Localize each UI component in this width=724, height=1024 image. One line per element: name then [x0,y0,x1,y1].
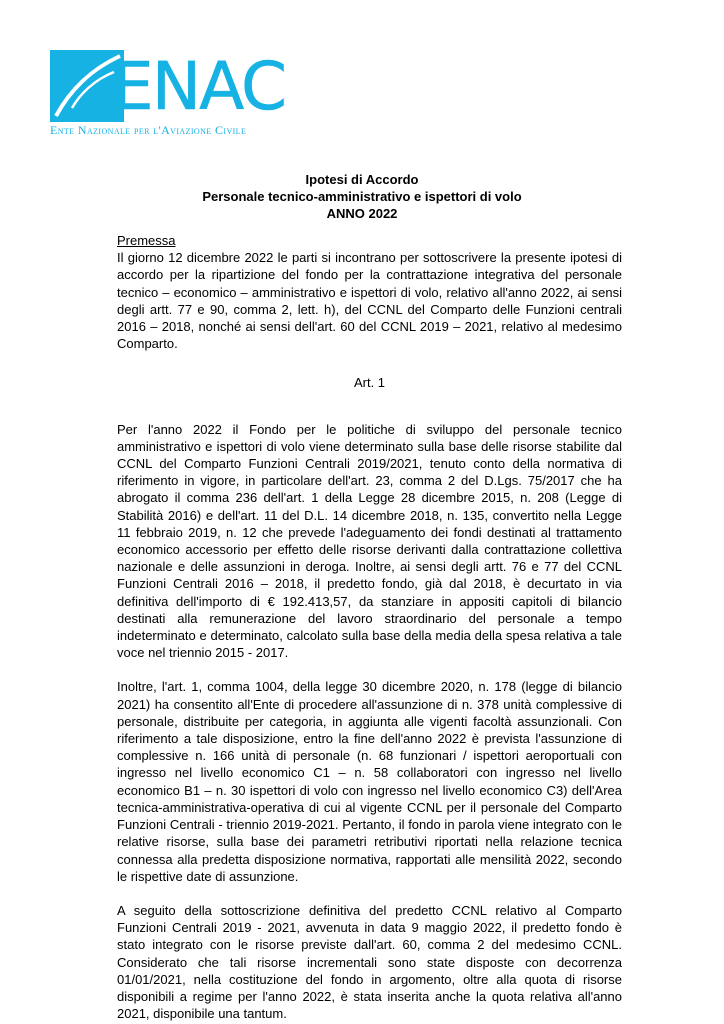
title-line-2: Personale tecnico-amministrativo e ispettori di volo [202,189,522,204]
enac-logo [50,48,286,140]
title-line-3: ANNO 2022 [326,206,398,221]
title-line-1: Ipotesi di Accordo [305,172,419,187]
document-body [117,232,622,1022]
paragraph-1: Per l'anno 2022 il Fondo per le politiche di sviluppo del personale tecnico amministrativo e ispettori di volo viene determinato sulla base delle risorse stabilite dal CCNL del Comparto Funzioni Centrali 2019/2021, tenuto conto della normativa di riferimento in vigore, in particolare dell'art. 23, comma 2 del D.Lgs. 75/2017 che ha abrogato il comma 236 dell'art. 1 della Legge 28 dicembre 2015, n. 208 (Legge di Stabilità 2016) e dell'art. 11 del D.L. 14 dicembre 2018, n. 135, convertito nella Legge 11 febbraio 2019, n. 12 che prevede l'adeguamento dei fondi destinati al trattamento economico accessorio per effetto delle risorse derivanti dalla contrattazione collettiva nazionale e delle assunzioni in deroga. Inoltre, ai sensi degli artt. 76 e 77 del CCNL Funzioni Centrali 2016 – 2018, il predetto fondo, già dal 2018, è decurtato in via definitiva dell'importo di € 192.413,57, da stanziare in appositi capitoli di bilancio destinati alla remunerazione del lavoro straordinario del personale a tempo indeterminato e determinato, calcolato sulla base della media della spesa relativa a tale voce nel triennio 2015 - 2017. [117,421,622,661]
premessa-text: Il giorno 12 dicembre 2022 le parti si incontrano per sottoscrivere la presente ipotesi di accordo per la ripartizione del fondo per la contrattazione integrativa del personale tecnico – economico – amministrativo e ispettori di volo, relativo all'anno 2022, ai sensi degli artt. 77 e 90, comma 2, lett. h), del CCNL del Comparto delle Funzioni centrali 2016 – 2018, nonché ai sensi dell'art. 60 del CCNL 2019 – 2021, relativo al medesimo Comparto. [117,250,622,352]
paragraph-2: Inoltre, l'art. 1, comma 1004, della legge 30 dicembre 2020, n. 178 (legge di bilancio 2021) ha consentito all'Ente di procedere all'assunzione di n. 378 unità complessive di personale, distribuite per categoria, in aggiunta alle vigenti facoltà assunzionali. Con riferimento a tale disposizione, entro la fine dell'anno 2022 è prevista l'assunzione di complessive n. 166 unità di personale (n. 68 funzionari / ispettori aeroportuali con ingresso nel livello economico C1 – n. 58 collaboratori con ingresso nel livello economico B1 – n. 30 ispettori di volo con ingresso nel livello economico C3) dell'Area tecnica-amministrativa-operativa di cui al vigente CCNL per il personale del Comparto Funzioni Centrali - triennio 2019-2021. Pertanto, il fondo in parola viene integrato con le relative risorse, sulla base dei parametri retributivi riportati nella relazione tecnica connessa alla predetta disposizione normativa, rapportati alle mensilità 2022, secondo le rispettive date di assunzione. [117,679,622,884]
paragraph-3: A seguito della sottoscrizione definitiva del predetto CCNL relativo al Comparto Funzioni Centrali 2019 - 2021, avvenuta in data 9 maggio 2022, il predetto fondo è stato integrato con le risorse previste dall'art. 60, comma 2 del medesimo CCNL. Considerato che tali risorse incrementali sono state disposte con decorrenza 01/01/2021, nella costituzione del fondo in argomento, oltre alla quota di risorse disponibili a regime per l'anno 2022, è stata inserita anche la quota relativa all'anno 2021, disponibile una tantum. [117,902,622,1022]
article-heading: Art. 1 [353,375,386,391]
logo-wordmark: ENAC [112,48,286,125]
premessa-heading: Premessa [117,233,176,248]
document-title [0,171,724,222]
logo-subtitle: Ente Nazionale per l'Aviazione Civile [50,123,247,137]
